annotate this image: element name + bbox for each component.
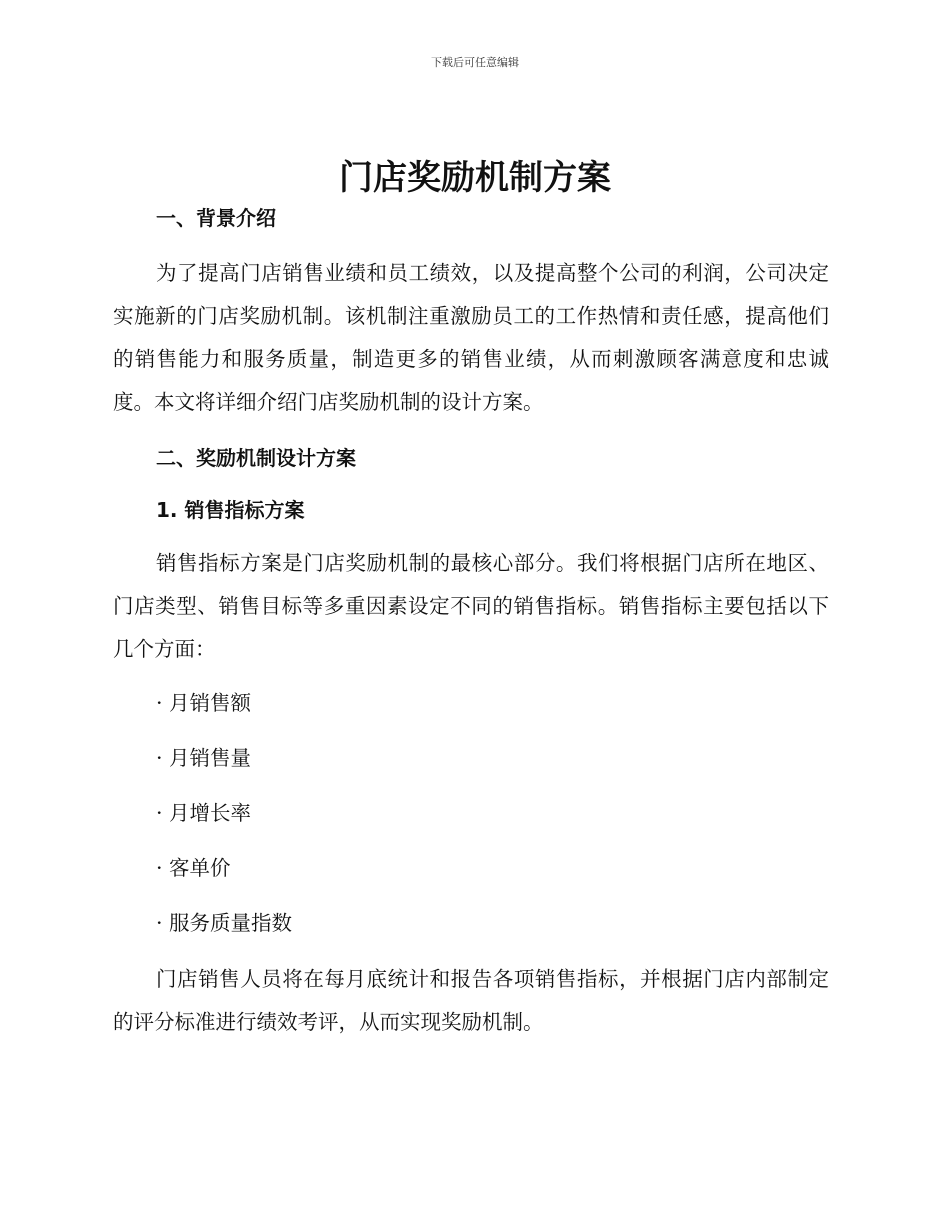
closing-paragraph: 门店销售人员将在每月底统计和报告各项销售指标，并根据门店内部制定的评分标准进行绩效考评，从而实现奖励机制。: [113, 967, 829, 1034]
list-item: · 月增长率: [156, 801, 252, 825]
subsection-heading-sales: 1. 销售指标方案: [156, 498, 305, 522]
document-title: 门店奖励机制方案: [339, 158, 611, 198]
list-item: · 月销售量: [156, 746, 252, 770]
section-heading-design: 二、奖励机制设计方案: [156, 446, 356, 470]
sales-paragraph: 销售指标方案是门店奖励机制的最核心部分。我们将根据门店所在地区、门店类型、销售目标等多重因素设定不同的销售指标。销售指标主要包括以下几个方面：: [113, 551, 829, 661]
list-item: · 月销售额: [156, 691, 252, 715]
list-item: · 服务质量指数: [156, 911, 293, 935]
document-body: [113, 198, 829, 1044]
indicator-list: [113, 683, 829, 943]
list-item: · 客单价: [156, 856, 231, 880]
background-paragraph: 为了提高门店销售业绩和员工绩效，以及提高整个公司的利润，公司决定实施新的门店奖励机制。该机制注重激励员工的工作热情和责任感，提高他们的销售能力和服务质量，制造更多的销售业绩，从而刺激顾客满意度和忠诚度。本文将详细介绍门店奖励机制的设计方案。: [113, 261, 829, 414]
section-heading-background: 一、背景介绍: [156, 206, 276, 230]
header-note: 下载后可任意编辑: [431, 56, 519, 69]
